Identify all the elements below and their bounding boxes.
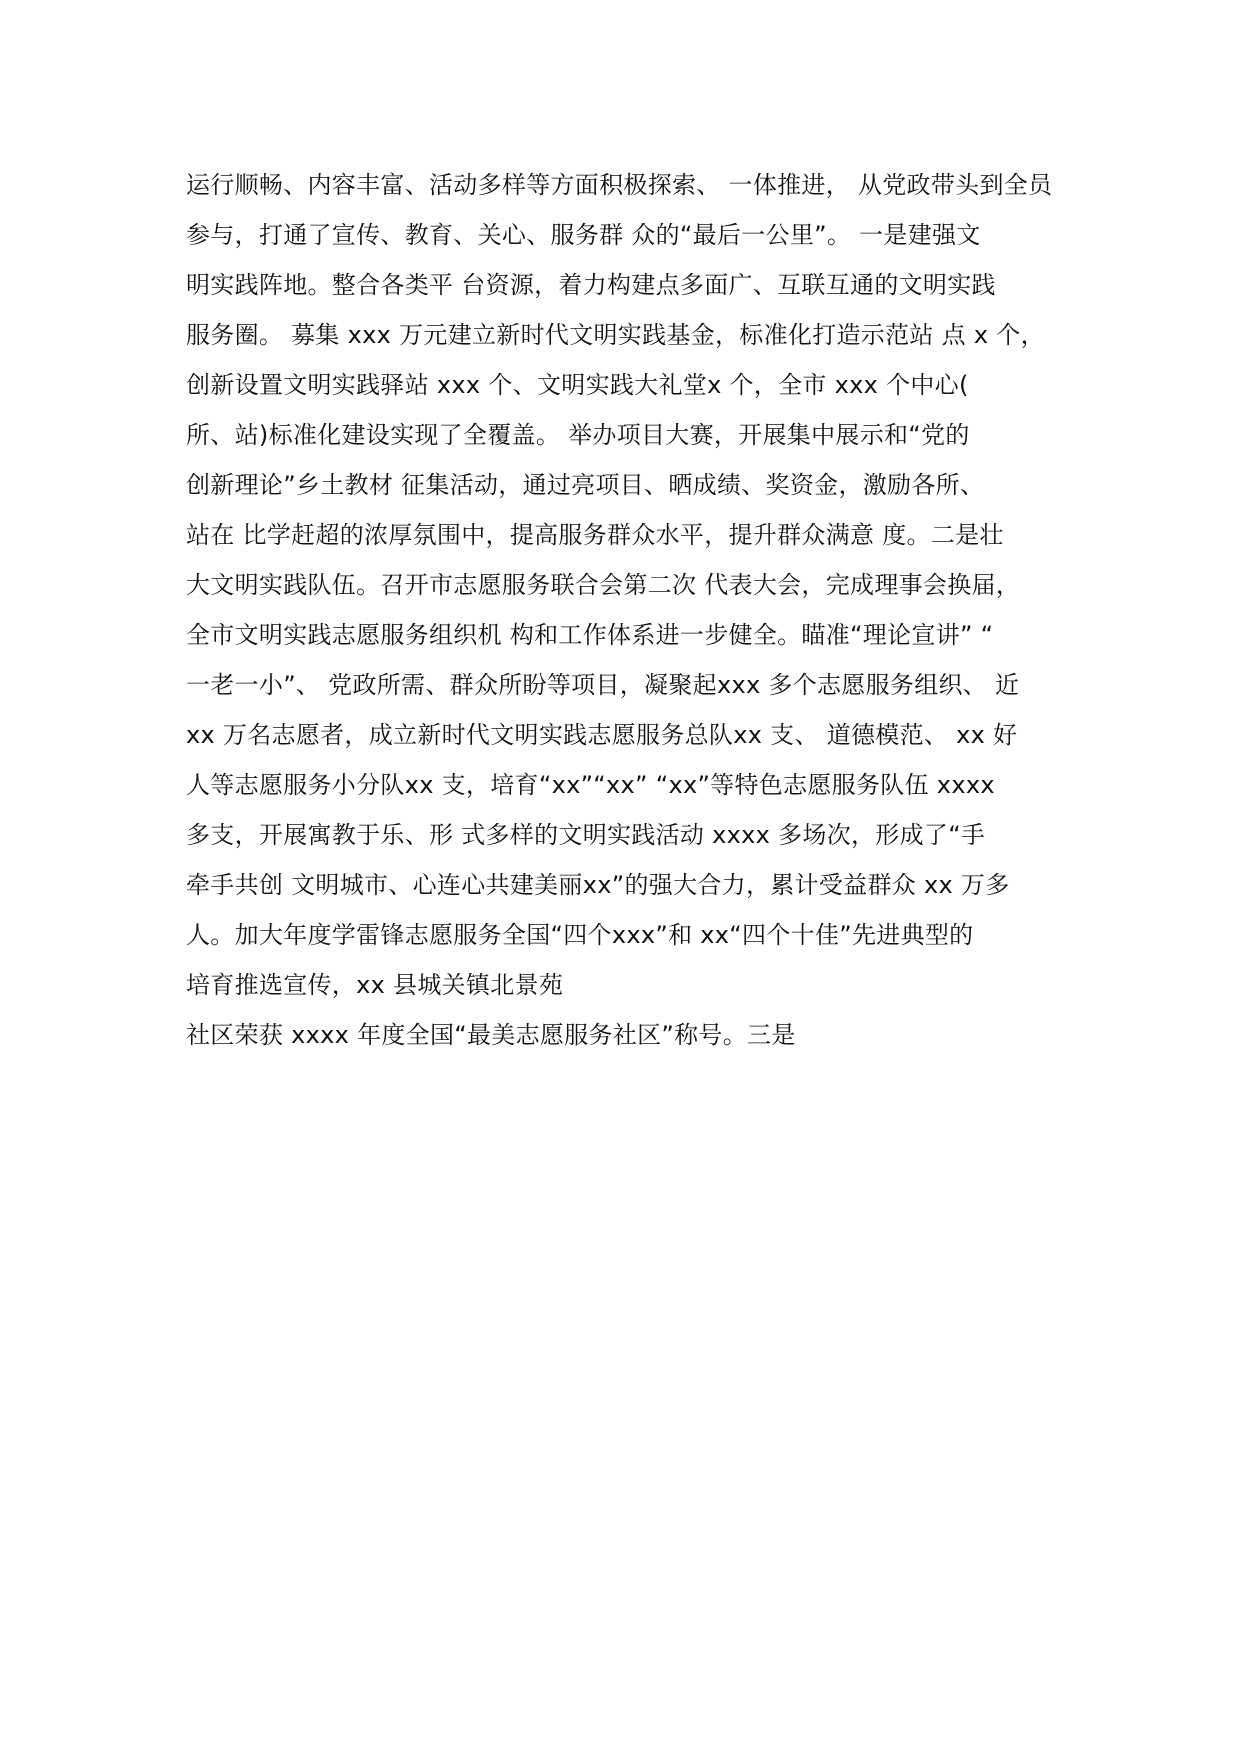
text-line: 人。加大年度学雷锋志愿服务全国“四个xxx”和 xx“四个十佳”先进典型的 [186, 921, 974, 949]
text-line: 所、站)标准化建设实现了全覆盖。 举办项目大赛，开展集中展示和“党的 [186, 421, 970, 449]
text-line: xx 万名志愿者，成立新时代文明实践志愿服务总队xx 支、 道德模范、 xx 好 [186, 721, 1018, 749]
text-line: 全市文明实践志愿服务组织机 构和工作体系进一步健全。瞄准“理论宣讲” “ [186, 621, 994, 649]
text-line: 创新理论”乡土教材 征集活动，通过亮项目、晒成绩、奖资金，激励各所、 [186, 471, 985, 499]
body-text [186, 160, 1086, 1060]
text-line: 多支，开展寓教于乐、形 式多样的文明实践活动 xxxx 多场次，形成了“手 [186, 821, 986, 849]
text-line: 服务圈。 募集 xxx 万元建立新时代文明实践基金，标准化打造示范站 点 x 个， [186, 321, 1045, 349]
text-line: 运行顺畅、内容丰富、活动多样等方面积极探索、 一体推进， 从党政带头到全员 [186, 171, 1053, 199]
text-line: 站在 比学赶超的浓厚氛围中，提高服务群众水平，提升群众满意 度。二是壮 [186, 521, 1004, 549]
text-line: 参与，打通了宣传、教育、关心、服务群 众的“最后一公里”。 一是建强文 [186, 221, 981, 249]
text-line: 创新设置文明实践驿站 xxx 个、文明实践大礼堂x 个，全市 xxx 个中心( [186, 371, 969, 399]
text-line: 牵手共创 文明城市、心连心共建美丽xx”的强大合力，累计受益群众 xx 万多 [186, 871, 1010, 899]
text-line: 人等志愿服务小分队xx 支，培育“xx”“xx” “xx”等特色志愿服务队伍 xxxx [186, 771, 995, 799]
text-line: 培育推选宣传，xx 县城关镇北景苑 [186, 971, 564, 999]
text-line: 一老一小”、 党政所需、群众所盼等项目，凝聚起xxx 多个志愿服务组织、 近 [186, 671, 1020, 699]
text-line: 大文明实践队伍。召开市志愿服务联合会第二次 代表大会，完成理事会换届， [186, 571, 1021, 599]
text-line: 明实践阵地。整合各类平 台资源，着力构建点多面广、互联互通的文明实践 [186, 271, 996, 299]
text-line: 社区荣获 xxxx 年度全国“最美志愿服务社区”称号。三是 [186, 1021, 796, 1049]
